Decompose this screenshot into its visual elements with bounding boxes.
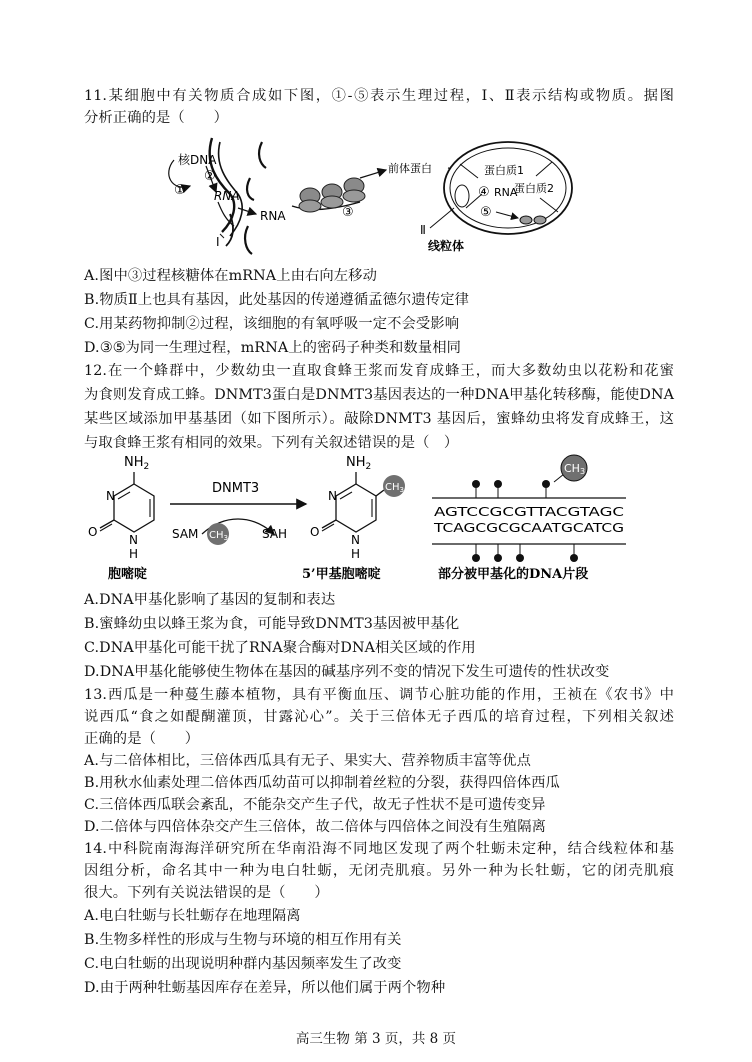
label-process-4: ④ [478,185,490,200]
label-dnmt3: DNMT3 [212,481,260,496]
ribosome-icon [343,178,365,202]
q11-stem-line-1: 11.某细胞中有关物质合成如下图，①-⑤表示生理过程，Ⅰ、Ⅱ表示结构或物质。据图 [84,88,674,104]
methylcytosine-structure [310,455,405,561]
nuclear-envelope [245,226,252,254]
q14-stem-line-3: 很大。下列有关说法错误的是（ ） [84,885,329,901]
q13-option-c: C.三倍体西瓜联会紊乱，不能杂交产生子代，故无子性状不是可遗传变异 [84,797,546,813]
svg-text:CH3: $CH_3$ [209,530,228,542]
q11-figure [160,134,640,258]
q12-option-d: D.DNA甲基化能够使生物体在基因的碱基序列不变的情况下发生可遗传的性状改变 [84,664,610,680]
label-process-2: ② [204,169,216,184]
label-rna-3: RNA [494,186,518,199]
label-sam: SAM [172,527,199,541]
label-h: H [351,547,361,561]
q13-stem-line-3: 正确的是（ ） [84,731,200,747]
label-n: N [328,489,337,503]
nuclear-envelope [259,142,266,168]
q14-stem-line-2: 因组分析，命名其中一种为电白牡蛎，无闭壳肌痕。另外一种为长牡蛎，它的闭壳肌痕 [84,863,674,879]
label-nh2: $NH_2$ [124,455,150,472]
q13-option-b: B.用秋水仙素处理二倍体西瓜幼苗可以抑制着丝粒的分裂，获得四倍体西瓜 [84,775,560,791]
svg-text:CH3: $CH_3$ [385,482,404,494]
label-o: O [310,525,320,539]
q12-stem-line-1: 12.在一个蜂群中，少数幼虫一直取食蜂王浆而发育成蜂王，而大多数幼虫以花粉和花蜜 [84,363,674,379]
nuclear-envelope [247,178,254,200]
label-mitochondrion: 线粒体 [428,239,465,253]
q13-stem-line-1: 13.西瓜是一种蔓生藤本植物，具有平衡血压、调节心脏功能的作用，王祯在《农书》中 [84,687,674,703]
q11-option-b: B.物质Ⅱ上也具有基因，此处基因的传递遵循孟德尔遗传定律 [84,292,469,308]
q11-stem-line-2: 分析正确的是（ ） [84,110,228,126]
ribosome-icon [299,188,321,212]
label-h: H [129,547,139,561]
q11-option-d: D.③⑤为同一生理过程，mRNA上的密码子种类和数量相同 [84,340,462,356]
label-precursor-protein: 前体蛋白 [388,162,432,175]
q12-stem-line-4: 与取食蜂王浆有相同的效果。下列有关叙述错误的是（ ） [84,435,459,451]
caption-cytosine: 胞嘧啶 [108,567,148,582]
page-footer: 高三生物 第 3 页，共 8 页 [295,1031,457,1047]
q12-stem-line-3: 某些区域添加甲基基团（如下图所示）。敲除DNMT3 基因后，蜜蜂幼虫将发育成蜂王，这 [84,411,674,427]
q12-option-a: A.DNA甲基化影响了基因的复制和表达 [84,592,336,608]
label-rna-1: RNA [214,189,240,203]
label-process-5: ⑤ [480,205,492,220]
q12-figure [84,452,644,584]
ribosome-icon [321,184,343,208]
label-structure-II: Ⅱ [420,223,426,237]
label-n: N [129,533,138,547]
label-process-1: ① [174,183,186,198]
svg-text:CH3: CH3 [564,462,586,476]
export-arrow [238,208,256,214]
label-n: N [106,489,115,503]
q12-option-c: C.DNA甲基化可能干扰了RNA聚合酶对DNA相关区域的作用 [84,640,476,656]
q13-option-d: D.二倍体与四倍体杂交产生三倍体，故二倍体与四倍体之间没有生殖隔离 [84,819,546,835]
label-nuclear-dna: 核DNA [178,153,217,167]
precursor-arrow [360,170,386,178]
label-n: N [351,533,360,547]
q13-option-a: A.与二倍体相比，三倍体西瓜具有无子、果实大、营养物质丰富等优点 [84,753,531,769]
label-rna-2: RNA [260,209,286,223]
q11-option-a: A.图中③过程核糖体在mRNA上由右向左移动 [84,268,377,284]
q13-stem-line-2: 说西瓜“食之如醍醐灌顶，甘露沁心”。关于三倍体无子西瓜的培育过程，下列相关叙述 [84,709,674,725]
label-process-3: ③ [342,205,354,220]
q14-option-a: A.电白牡蛎与长牡蛎存在地理隔离 [84,908,301,924]
q11-option-c: C.用某药物抑制②过程，该细胞的有氧呼吸一定不会受影响 [84,316,460,332]
cytosine-structure [88,455,154,561]
q12-stem-line-2: 为食则发育成工蜂。DNMT3蛋白是DNMT3基因表达的一种DNA甲基化转移酶，能使DNA [84,387,674,403]
label-structure-I: Ⅰ [216,235,220,249]
q14-stem-line-1: 14.中科院南海海洋研究所在华南沿海不同地区发现了两个牡蛎未定种，结合线粒体和基 [84,841,674,857]
dna-sequence-top: AGTCCGCGTTACGTAGC [434,504,625,519]
caption-methylcytosine: 5’甲基胞嘧啶 [302,567,381,582]
q12-option-b: B.蜜蜂幼虫以蜂王浆为食，可能导致DNMT3基因被甲基化 [84,616,460,632]
methyl-group-icon [207,523,229,545]
label-protein-1: 蛋白质1 [484,164,524,177]
caption-dna-fragment: 部分被甲基化的DNA片段 [438,567,589,582]
q14-option-b: B.生物多样性的形成与生物与环境的相互作用有关 [84,932,402,948]
q14-option-d: D.由于两种牡蛎基因库存在差异，所以他们属于两个物种 [84,980,446,996]
label-protein-2: 蛋白质2 [514,182,554,195]
label-nh2: $NH_2$ [346,455,372,472]
label-o: O [88,525,98,539]
q14-option-c: C.电白牡蛎的出现说明种群内基因频率发生了改变 [84,956,402,972]
methylated-dna-fragment [432,455,626,562]
label-sah: SAH [262,527,288,541]
dna-sequence-bottom: TCAGCGCGCAATGCATCG [432,520,624,535]
